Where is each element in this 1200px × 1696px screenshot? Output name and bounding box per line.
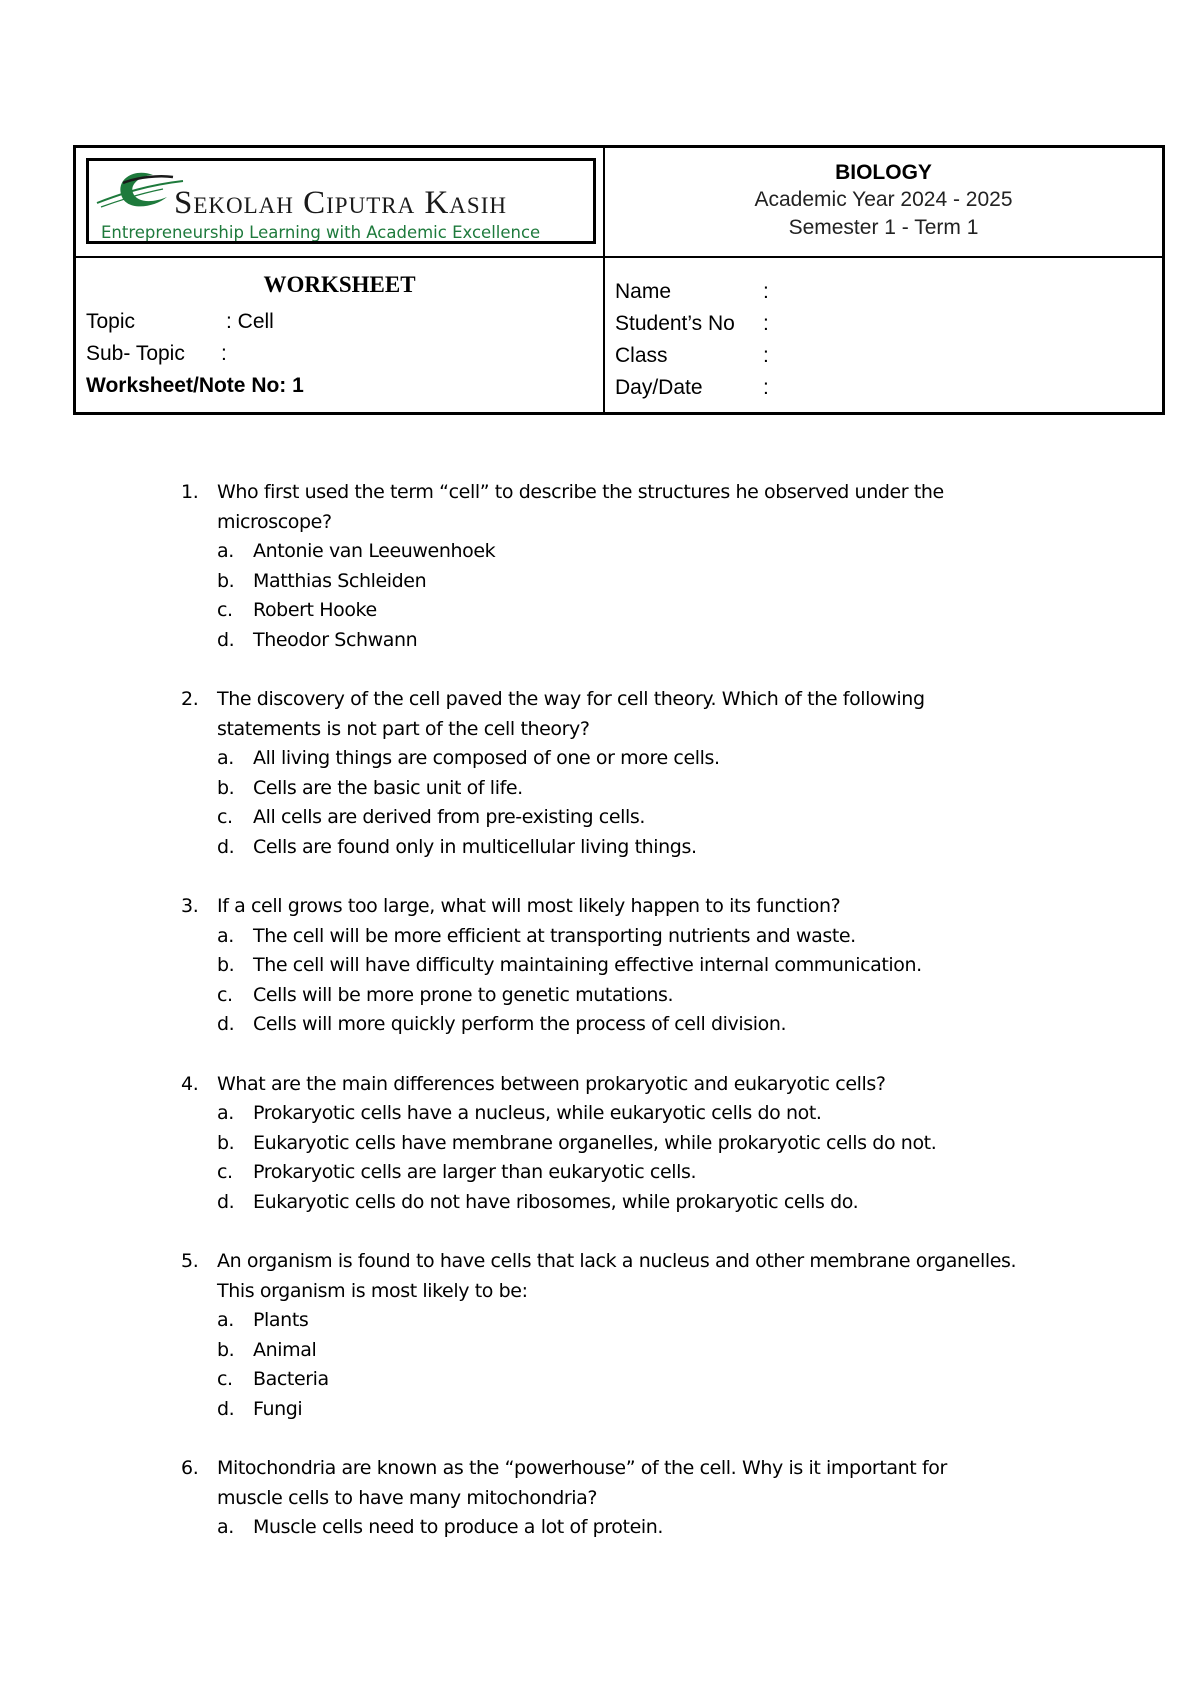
option-text: The cell will have difficulty maintaining effective internal communication. [253, 954, 922, 976]
question-text: The discovery of the cell paved the way for cell theory. Which of the following statements is not part of the cell theory? [217, 688, 925, 740]
school-emblem-icon [93, 163, 185, 221]
student-no-row [615, 308, 1162, 340]
school-name: Sekolah Ciputra Kasih [174, 185, 507, 221]
option-text: Eukaryotic cells have membrane organelles, while prokaryotic cells do not. [253, 1131, 937, 1154]
question-number: 4. [181, 1072, 199, 1095]
name-label: Name [615, 280, 672, 303]
name-value: : [763, 280, 769, 303]
option-text: Bacteria [253, 1368, 329, 1390]
question-item [0, 892, 1200, 1040]
option-letter: a. [217, 1516, 234, 1538]
option-text: Cells are the basic unit of life. [253, 776, 523, 799]
answer-option [217, 951, 1200, 981]
question-text: An organism is found to have cells that lack a nucleus and other membrane organelles. This organism is most likely to be: [217, 1250, 1017, 1302]
worksheet-info-cell [76, 258, 605, 412]
option-text: Prokaryotic cells have a nucleus, while eukaryotic cells do not. [253, 1102, 822, 1124]
option-text: Cells are found only in multicellular living things. [253, 835, 697, 858]
option-letter: d. [217, 1190, 235, 1213]
school-tagline: Entrepreneurship Learning with Academic Excellence [101, 223, 541, 242]
answer-option [217, 1010, 1200, 1040]
student-info-cell [605, 258, 1162, 412]
option-text: All cells are derived from pre-existing cells. [253, 806, 646, 828]
topic-value: : Cell [226, 310, 274, 333]
option-text: Fungi [253, 1397, 303, 1420]
question-text: What are the main differences between prokaryotic and eukaryotic cells? [217, 1072, 886, 1095]
option-letter: d. [217, 1013, 235, 1035]
name-row [615, 276, 1162, 308]
option-text: Plants [253, 1309, 309, 1331]
question-item [0, 1247, 1200, 1424]
worksheet-title: WORKSHEET [263, 272, 416, 297]
answer-option [217, 596, 1200, 626]
option-text: The cell will be more efficient at transporting nutrients and waste. [253, 924, 856, 947]
option-letter: d. [217, 628, 235, 651]
option-letter: d. [217, 1397, 235, 1420]
school-logo [86, 158, 596, 244]
answer-option [217, 626, 1200, 656]
question-number: 2. [181, 688, 199, 710]
option-letter: d. [217, 835, 235, 858]
answer-option [217, 922, 1200, 952]
answer-option [217, 744, 1200, 774]
question-number: 5. [181, 1250, 199, 1272]
question-item [0, 1454, 1200, 1543]
answer-option [217, 1336, 1200, 1366]
subtopic-row [86, 338, 603, 370]
semester-term: Semester 1 - Term 1 [788, 216, 979, 239]
class-row [615, 340, 1162, 372]
option-text: Theodor Schwann [253, 628, 418, 651]
option-text: All living things are composed of one or more cells. [253, 747, 720, 769]
option-letter: a. [217, 540, 234, 562]
option-text: Prokaryotic cells are larger than eukaryotic cells. [253, 1161, 697, 1183]
question-number: 3. [181, 895, 199, 917]
option-letter: a. [217, 1309, 234, 1331]
academic-year: Academic Year 2024 - 2025 [754, 188, 1013, 211]
question-text: Who first used the term “cell” to describe the structures he observed under the microscope? [217, 481, 944, 533]
question-item [0, 1070, 1200, 1218]
note-number: Worksheet/Note No: 1 [86, 374, 304, 397]
header-table [73, 145, 1165, 415]
answer-option [217, 833, 1200, 863]
option-text: Cells will more quickly perform the process of cell division. [253, 1013, 787, 1035]
option-letter: b. [217, 1338, 235, 1361]
subtopic-value: : [221, 342, 227, 365]
subtopic-label: Sub- Topic [86, 342, 185, 365]
option-text: Muscle cells need to produce a lot of protein. [253, 1516, 664, 1538]
question-number: 1. [181, 481, 199, 503]
answer-option [217, 1188, 1200, 1218]
option-text: Animal [253, 1338, 317, 1361]
option-text: Antonie van Leeuwenhoek [253, 540, 496, 562]
question-text: If a cell grows too large, what will most likely happen to its function? [217, 895, 841, 917]
question-list [0, 478, 1200, 1573]
answer-option [217, 567, 1200, 597]
question-item [0, 478, 1200, 655]
answer-option [217, 537, 1200, 567]
question-item [0, 685, 1200, 862]
subject-cell [605, 148, 1162, 258]
subject-title: BIOLOGY [835, 161, 932, 184]
answer-option [217, 1395, 1200, 1425]
option-text: Eukaryotic cells do not have ribosomes, while prokaryotic cells do. [253, 1190, 859, 1213]
topic-row [86, 306, 603, 338]
note-number-row [86, 370, 603, 402]
answer-option [217, 981, 1200, 1011]
topic-label: Topic [86, 310, 136, 333]
answer-option [217, 1099, 1200, 1129]
answer-option [217, 774, 1200, 804]
option-letter: c. [217, 1161, 233, 1183]
option-letter: a. [217, 747, 234, 769]
student-no-label: Student’s No [615, 312, 735, 335]
answer-option [217, 1306, 1200, 1336]
option-letter: b. [217, 954, 235, 976]
option-letter: c. [217, 806, 233, 828]
question-number: 6. [181, 1457, 199, 1479]
class-label: Class [615, 344, 668, 367]
answer-option [217, 1129, 1200, 1159]
option-letter: b. [217, 776, 235, 799]
question-text: Mitochondria are known as the “powerhouse” of the cell. Why is it important for muscle cells to have many mitochondria? [217, 1457, 947, 1509]
answer-option [217, 1365, 1200, 1395]
answer-option [217, 1158, 1200, 1188]
option-letter: c. [217, 983, 233, 1006]
date-label: Day/Date [615, 376, 703, 399]
option-text: Cells will be more prone to genetic mutations. [253, 983, 674, 1006]
option-text: Robert Hooke [253, 599, 377, 621]
option-letter: a. [217, 924, 234, 947]
date-value: : [763, 376, 769, 399]
option-text: Matthias Schleiden [253, 569, 427, 592]
option-letter: c. [217, 1368, 233, 1390]
option-letter: b. [217, 569, 235, 592]
option-letter: c. [217, 599, 233, 621]
logo-cell [76, 148, 605, 258]
class-value: : [763, 344, 769, 367]
answer-option [217, 803, 1200, 833]
date-row [615, 372, 1162, 404]
option-letter: b. [217, 1131, 235, 1154]
option-letter: a. [217, 1102, 234, 1124]
answer-option [217, 1513, 1200, 1543]
student-no-value: : [763, 312, 769, 335]
